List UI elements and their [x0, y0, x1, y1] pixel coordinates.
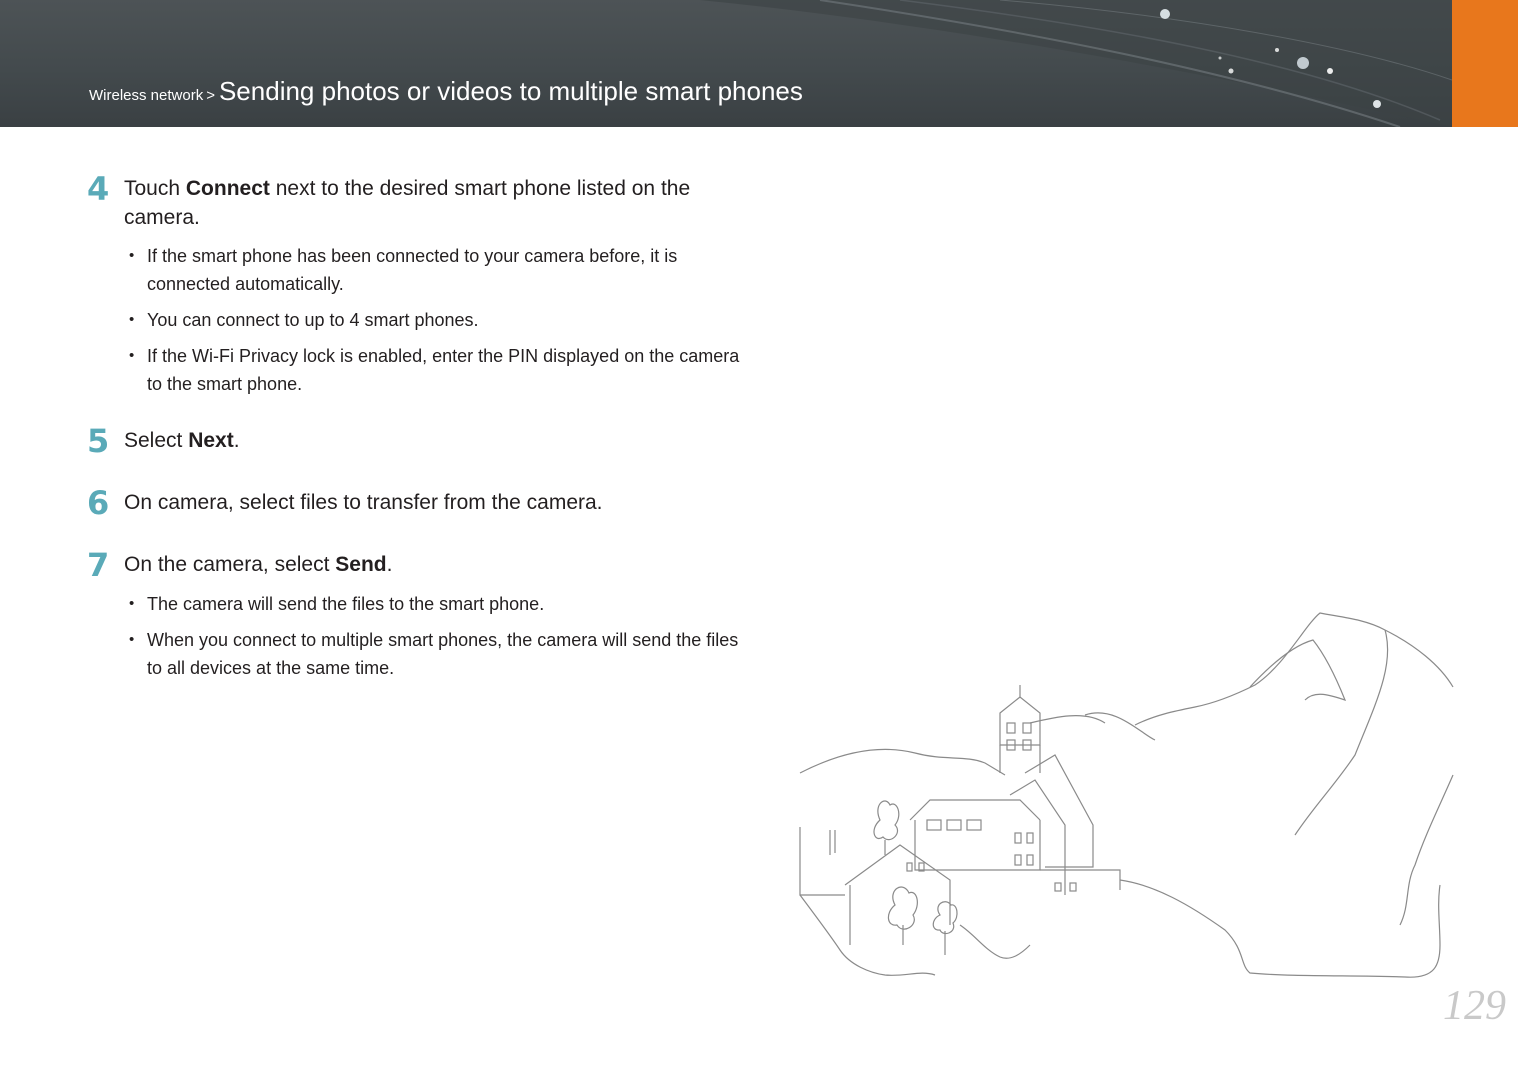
step-4-notes: [124, 242, 744, 406]
step-instruction: Touch Connect next to the desired smart phone listed on the camera.: [124, 177, 691, 229]
step-number: 4: [87, 170, 110, 208]
step-7-notes: [124, 590, 744, 690]
step-instruction: Select Next.: [124, 429, 240, 452]
breadcrumb-separator: >: [206, 87, 215, 104]
step-instruction: On camera, select files to transfer from the camera.: [124, 491, 603, 514]
step-instruction: On the camera, select Send.: [124, 553, 393, 576]
step-number: 6: [87, 484, 110, 522]
list-item: • You can connect to up to 4 smart phones.: [124, 306, 744, 334]
chapter-tab: [1452, 0, 1518, 127]
step-number: 5: [87, 422, 110, 460]
page-number: 129: [1443, 983, 1506, 1029]
page-header: [0, 0, 1518, 127]
send-label: Send: [335, 553, 387, 576]
next-label: Next: [188, 429, 234, 452]
list-item: • When you connect to multiple smart phones, the camera will send the files to all devices at the same time.: [124, 626, 744, 682]
breadcrumb: [89, 76, 803, 110]
connect-label: Connect: [185, 177, 270, 200]
list-item: • If the Wi-Fi Privacy lock is enabled, enter the PIN displayed on the camera to the smart phone.: [124, 342, 744, 398]
list-item: • The camera will send the files to the smart phone.: [124, 590, 744, 618]
village-illustration: [795, 605, 1455, 985]
page-title: Sending photos or videos to multiple smart phones: [218, 76, 803, 106]
breadcrumb-section: Wireless network: [89, 87, 204, 104]
step-number: 7: [87, 546, 110, 584]
list-item: • If the smart phone has been connected to your camera before, it is connected automatically.: [124, 242, 744, 298]
